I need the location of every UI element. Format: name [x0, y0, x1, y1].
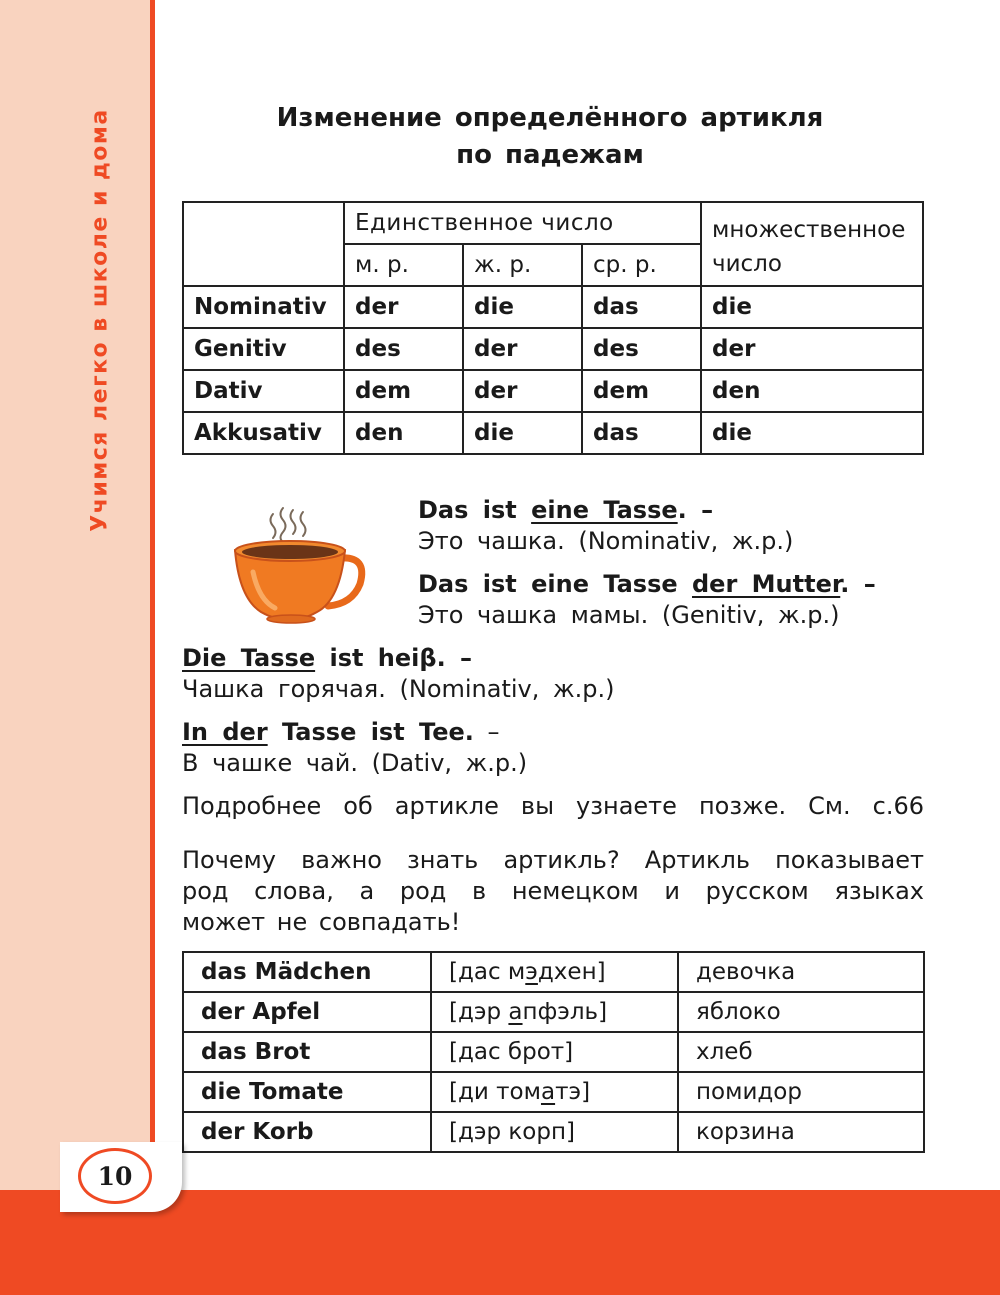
header-masculine: м. р.: [344, 244, 463, 286]
case-label: Akkusativ: [183, 412, 344, 454]
vocab-translation: корзина: [678, 1112, 924, 1152]
article-table: [182, 201, 924, 455]
table-row: [183, 1032, 924, 1072]
header-neuter: ср. р.: [582, 244, 701, 286]
table-row: Genitiv des der des der: [183, 328, 923, 370]
more-info-text: Подробнее об артикле вы узнаете позже. См. с.66: [182, 792, 924, 820]
cup-illustration: [225, 500, 370, 625]
vocab-pronunciation: [дас мэдхен]: [431, 952, 678, 992]
why-paragraph: Почему важно знать артикль? Артикль показывает род слова, а род в немецком и русском языках может не совпадать!: [182, 846, 924, 936]
header-singular: Единственное число: [344, 202, 701, 244]
table-row: [183, 992, 924, 1032]
vocab-pronunciation: [дэр корп]: [431, 1112, 678, 1152]
table-corner-cell: [183, 202, 344, 286]
example-3: Die Tasse ist heiβ. – Чашка горячая. (Nominativ, ж.р.): [182, 644, 615, 703]
example-4: In der Tasse ist Tee. – В чашке чай. (Dativ, ж.р.): [182, 718, 528, 777]
vocab-word: der Apfel: [183, 992, 431, 1032]
table-row: [183, 1072, 924, 1112]
vocab-pronunciation: [дас брот]: [431, 1032, 678, 1072]
table-row: [183, 1112, 924, 1152]
page-number: 10: [78, 1148, 152, 1204]
vocab-word: die Tomate: [183, 1072, 431, 1112]
sidebar-stripe: [0, 0, 150, 1190]
table-row: Nominativ der die das die: [183, 286, 923, 328]
case-label: Genitiv: [183, 328, 344, 370]
vocab-translation: помидор: [678, 1072, 924, 1112]
table-row: Dativ dem der dem den: [183, 370, 923, 412]
vocab-word: der Korb: [183, 1112, 431, 1152]
vocab-table: [182, 951, 925, 1153]
vocab-pronunciation: [дэр апфэль]: [431, 992, 678, 1032]
example-2: Das ist eine Tasse der Mutter. – Это чашка мамы. (Genitiv, ж.р.): [418, 570, 876, 629]
vocab-translation: хлеб: [678, 1032, 924, 1072]
header-plural: множественное число: [701, 202, 923, 286]
example-1: Das ist eine Tasse. – Это чашка. (Nominativ, ж.р.): [418, 496, 794, 555]
case-label: Dativ: [183, 370, 344, 412]
vocab-word: das Mädchen: [183, 952, 431, 992]
table-row: Akkusativ den die das die: [183, 412, 923, 454]
case-label: Nominativ: [183, 286, 344, 328]
table-row: [183, 952, 924, 992]
sidebar-title-text: Учимся легко в школе и дома: [87, 108, 113, 532]
page-title: Изменение определённого артикля по падежам: [276, 103, 824, 170]
sidebar-divider: [150, 0, 155, 1190]
header-feminine: ж. р.: [463, 244, 582, 286]
vocab-translation: яблоко: [678, 992, 924, 1032]
vocab-pronunciation: [ди томатэ]: [431, 1072, 678, 1112]
vocab-word: das Brot: [183, 1032, 431, 1072]
vocab-translation: девочка: [678, 952, 924, 992]
